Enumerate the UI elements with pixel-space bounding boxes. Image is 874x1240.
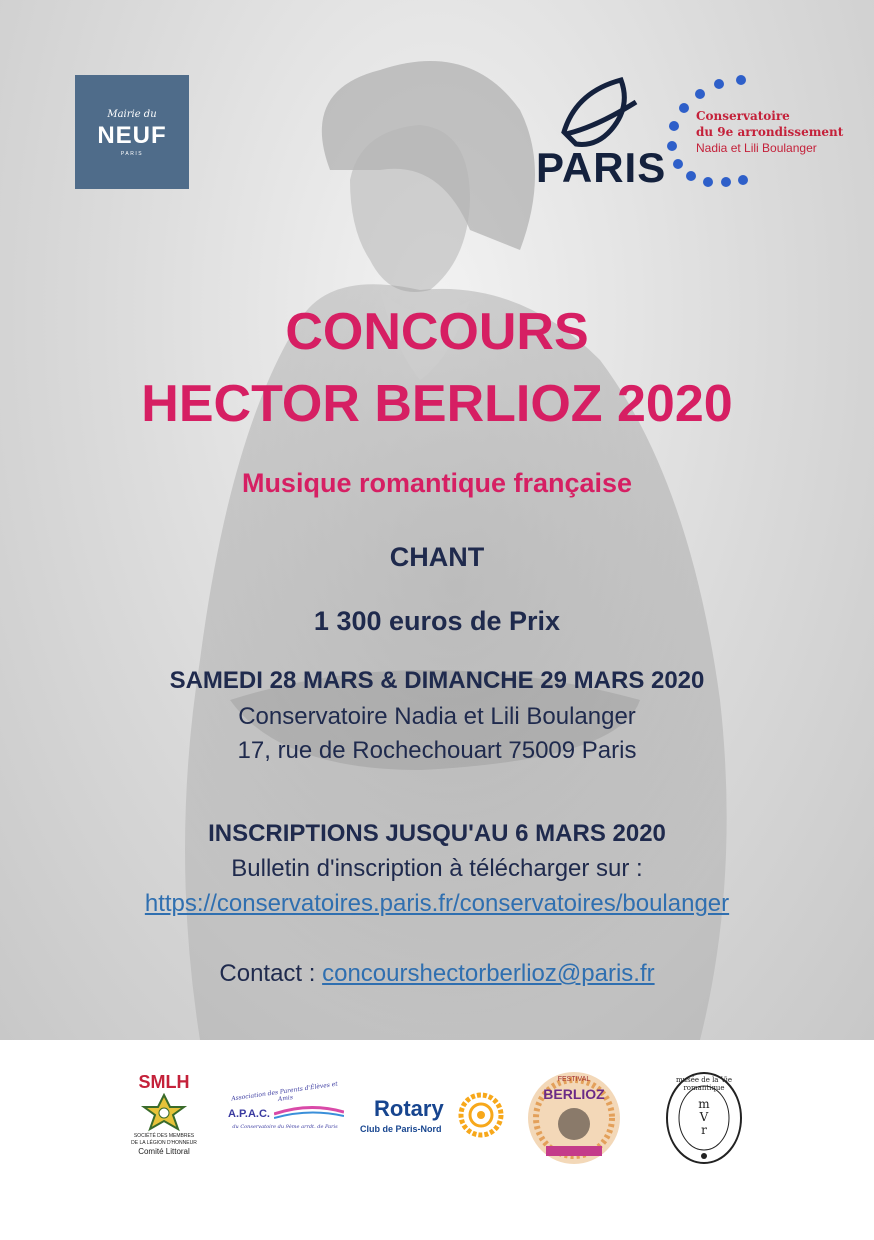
registration-deadline: INSCRIPTIONS JUSQU'AU 6 MARS 2020 [208, 820, 666, 847]
smlh-line2: DE LA LÉGION D'HONNEUR [131, 1140, 197, 1146]
prize: 1 300 euros de Prix [313, 606, 561, 636]
address: 17, rue de Rochechouart 75009 Paris [237, 737, 637, 764]
contact-label: Contact : [219, 960, 323, 987]
apac-bottom: du Conservatoire du 9ème arrdt. de Paris [232, 1124, 338, 1130]
poster-subtitle: Musique romantique française [241, 468, 633, 498]
festival-name: BERLIOZ [543, 1086, 605, 1102]
registration-url-row [0, 890, 874, 918]
mvr-ring-text: musée de la Vie romantique [675, 1076, 733, 1092]
rotary-logo [360, 1092, 506, 1142]
smlh-name: SMLH [138, 1072, 190, 1092]
apac-name: A.P.A.C. [228, 1108, 270, 1120]
mairie-logo-line2: NEUF [97, 122, 167, 149]
registration-url-link[interactable]: https://conservatoires.paris.fr/conservatoires/boulanger [144, 890, 730, 917]
festival-badge-icon [526, 1070, 622, 1166]
smlh-logo [128, 1072, 200, 1172]
paris-wordmark: PARIS [536, 144, 667, 191]
mairie-logo-line3: PARIS [120, 151, 144, 157]
music-staff-icon [274, 1102, 344, 1124]
venue: Conservatoire Nadia et Lili Boulanger [238, 703, 636, 730]
conservatoire-line2: du 9e arrondissement [696, 125, 844, 139]
legion-star-icon [128, 1093, 200, 1133]
discipline: CHANT [389, 542, 485, 572]
paris-conservatoire-logo [536, 72, 846, 190]
contact-row [0, 960, 874, 988]
poster-title-line2: HECTOR BERLIOZ 2020 [141, 375, 733, 433]
mvr-logo [664, 1070, 744, 1166]
smlh-line1: SOCIÉTÉ DES MEMBRES [133, 1133, 195, 1139]
rotary-club: Club de Paris-Nord [360, 1124, 442, 1134]
apac-top: Association des Parents d'Élèves et Amis [230, 1080, 339, 1103]
mairie-logo-line1: Mairie du [107, 109, 157, 120]
smlh-line3: Comité Littoral [138, 1147, 190, 1156]
mvr-letter-m: m [698, 1097, 710, 1111]
rotary-name: Rotary [374, 1096, 444, 1121]
sponsors-footer [0, 1040, 874, 1240]
mvr-letters [664, 1098, 744, 1137]
festival-berlioz-logo [526, 1070, 622, 1166]
mvr-letter-v: V [699, 1110, 709, 1124]
conservatoire-line1: Conservatoire [696, 109, 790, 123]
mvr-letter-r: r [701, 1123, 707, 1137]
registration-text: Bulletin d'inscription à télécharger sur : [231, 855, 643, 882]
contact-email-link[interactable]: concourshectorberlioz@paris.fr [322, 960, 655, 987]
conservatoire-line3: Nadia et Lili Boulanger [696, 141, 817, 155]
mairie-du-neuf-logo [75, 75, 189, 189]
conservatoire-name [696, 108, 843, 156]
apac-logo [224, 1080, 346, 1144]
rotary-wheel-icon [458, 1092, 504, 1138]
poster-title-line1: CONCOURS [285, 303, 589, 361]
dates: SAMEDI 28 MARS & DIMANCHE 29 MARS 2020 [169, 667, 705, 694]
festival-top: FESTIVAL [557, 1076, 591, 1083]
